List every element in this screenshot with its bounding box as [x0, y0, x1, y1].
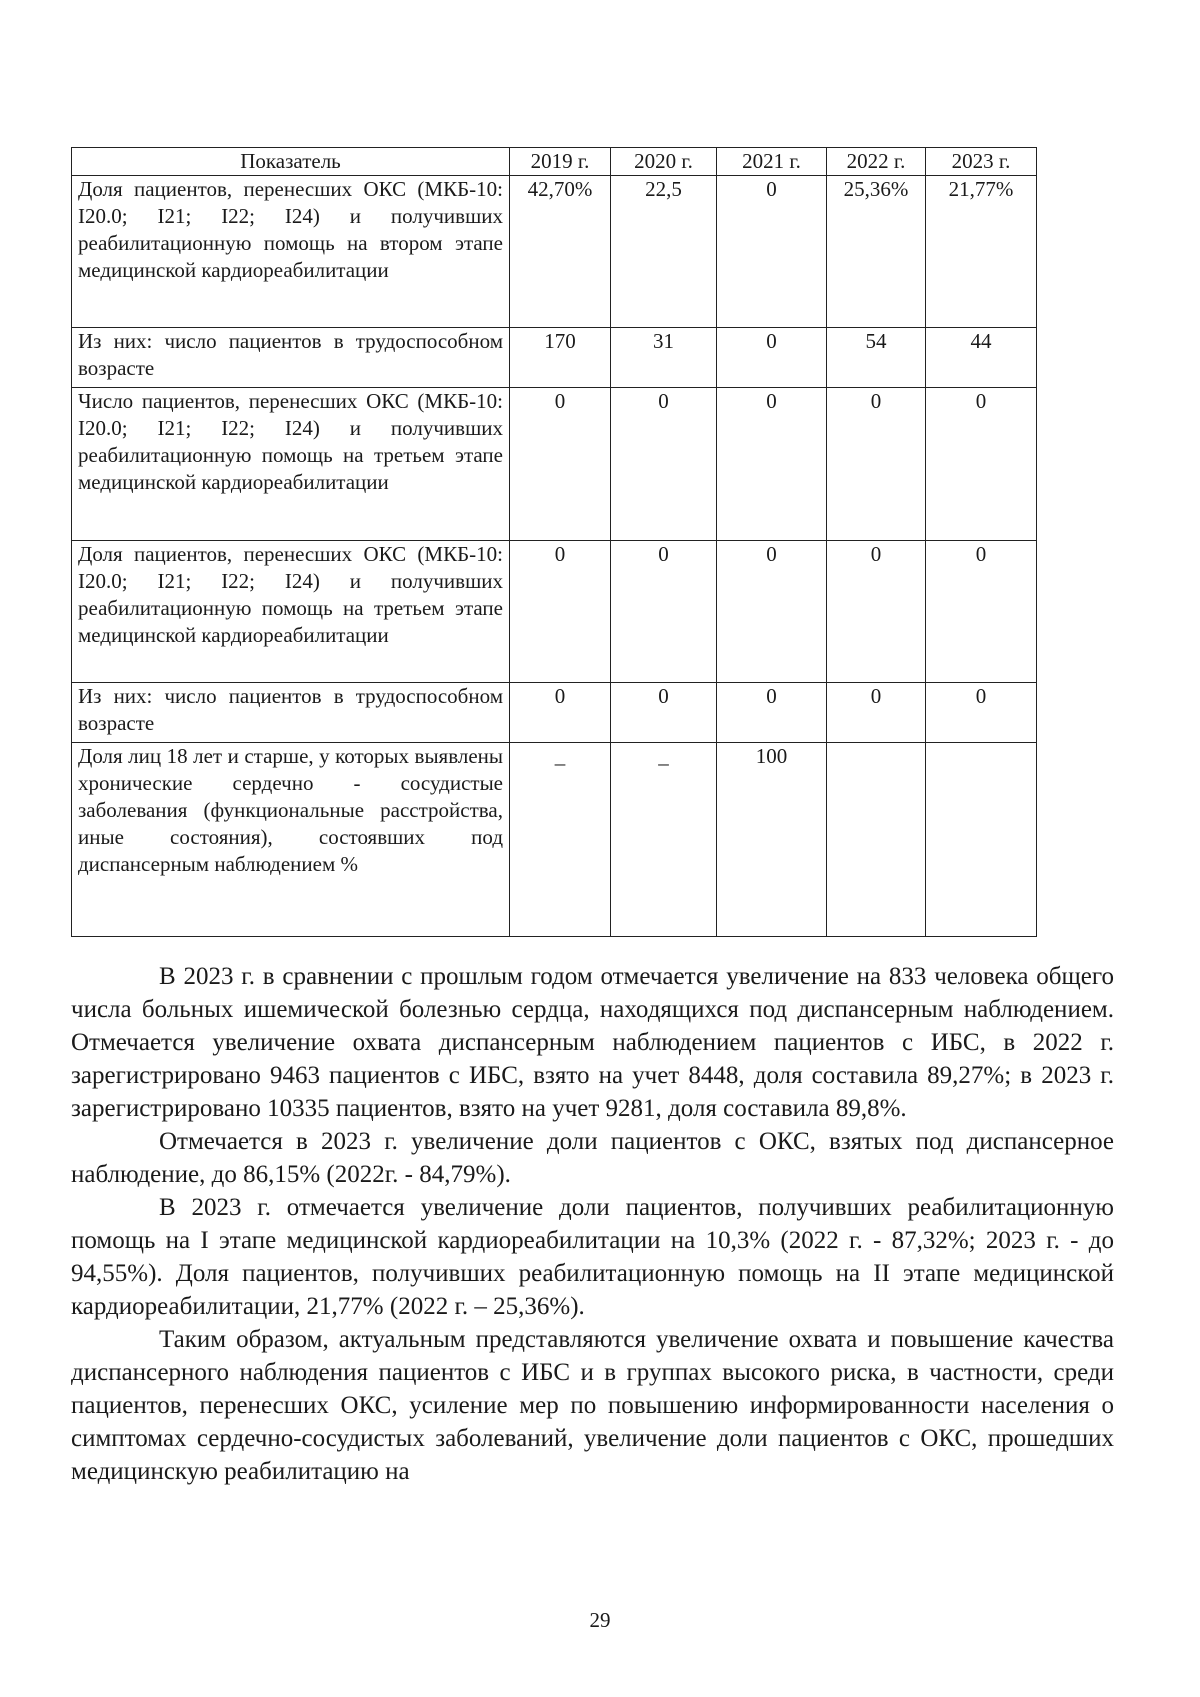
cell-value: 0	[510, 683, 611, 743]
body-text	[71, 960, 1114, 1488]
cell-value: 31	[611, 328, 717, 388]
row-label: Доля лиц 18 лет и старше, у которых выявлены хронические сердечно - сосудистые заболевания (функциональные расстройства, иные состояния), состоявших под диспансерным наблюдением %	[72, 743, 510, 937]
cell-value: 0	[827, 541, 926, 683]
table-row	[72, 388, 1037, 541]
header-year: 2020 г.	[611, 148, 717, 176]
paragraph: В 2023 г. отмечается увеличение доли пациентов, получивших реабилитационную помощь на I этапе медицинской кардиореабилитации на 10,3% (2022 г. - 87,32%; 2023 г. - до 94,55%). Доля пациентов, получивших реабилитационную помощь на II этапе медицинской кардиореабилитации, 21,77% (2022 г. – 25,36%).	[71, 1194, 1114, 1320]
cell-value: 100	[717, 743, 827, 937]
cell-value: 0	[510, 541, 611, 683]
header-year: 2022 г.	[827, 148, 926, 176]
cell-value: 0	[827, 683, 926, 743]
cell-value: 0	[717, 328, 827, 388]
cell-value: 22,5	[611, 176, 717, 328]
cell-value: 42,70%	[510, 176, 611, 328]
paragraph: В 2023 г. в сравнении с прошлым годом отмечается увеличение на 833 человека общего числа больных ишемической болезнью сердца, находящихся под диспансерным наблюдением. Отмечается увеличение охвата диспансерным наблюдением пациентов с ИБС, в 2022 г. зарегистрировано 9463 пациентов с ИБС, взято на учет 8448, доля составила 89,27%; в 2023 г. зарегистрировано 10335 пациентов, взято на учет 9281, доля составила 89,8%.	[71, 963, 1114, 1122]
cell-value: 21,77%	[926, 176, 1037, 328]
cell-value: 0	[611, 541, 717, 683]
table-row	[72, 541, 1037, 683]
cell-value: 0	[926, 683, 1037, 743]
row-label: Из них: число пациентов в трудоспособном возрасте	[72, 683, 510, 743]
header-indicator: Показатель	[72, 148, 510, 176]
table-row	[72, 683, 1037, 743]
cell-value: _	[611, 743, 717, 937]
row-label: Из них: число пациентов в трудоспособном возрасте	[72, 328, 510, 388]
cell-value: 0	[717, 176, 827, 328]
cell-value: 0	[717, 683, 827, 743]
cell-value: 25,36%	[827, 176, 926, 328]
statistics-table	[71, 147, 1037, 937]
header-year: 2023 г.	[926, 148, 1037, 176]
cell-value: 0	[717, 388, 827, 541]
cell-value: 0	[926, 541, 1037, 683]
cell-value: 0	[926, 388, 1037, 541]
table-row	[72, 176, 1037, 328]
table-header-row	[72, 148, 1037, 176]
cell-value: 0	[611, 388, 717, 541]
cell-value: _	[510, 743, 611, 937]
cell-value: 44	[926, 328, 1037, 388]
cell-value	[827, 743, 926, 937]
cell-value: 170	[510, 328, 611, 388]
row-label: Доля пациентов, перенесших ОКС (МКБ-10: I20.0; I21; I22; I24) и получивших реабилитационную помощь на втором этапе медицинской кардиореабилитации	[72, 176, 510, 328]
page-number: 29	[589, 1608, 611, 1632]
row-label: Число пациентов, перенесших ОКС (МКБ-10: I20.0; I21; I22; I24) и получивших реабилитационную помощь на третьем этапе медицинской кардиореабилитации	[72, 388, 510, 541]
cell-value: 0	[717, 541, 827, 683]
cell-value: 0	[827, 388, 926, 541]
table-row	[72, 743, 1037, 937]
cell-value: 54	[827, 328, 926, 388]
row-label: Доля пациентов, перенесших ОКС (МКБ-10: I20.0; I21; I22; I24) и получивших реабилитационную помощь на третьем этапе медицинской кардиореабилитации	[72, 541, 510, 683]
header-year: 2019 г.	[510, 148, 611, 176]
table-row	[72, 328, 1037, 388]
header-year: 2021 г.	[717, 148, 827, 176]
cell-value: 0	[510, 388, 611, 541]
cell-value: 0	[611, 683, 717, 743]
cell-value	[926, 743, 1037, 937]
paragraph: Отмечается в 2023 г. увеличение доли пациентов с ОКС, взятых под диспансерное наблюдение, до 86,15% (2022г. - 84,79%).	[71, 1128, 1114, 1188]
paragraph: Таким образом, актуальным представляются увеличение охвата и повышение качества диспансерного наблюдения пациентов с ИБС и в группах высокого риска, в частности, среди пациентов, перенесших ОКС, усиление мер по повышению информированности населения о симптомах сердечно-сосудистых заболеваний, увеличение доли пациентов с ОКС, прошедших медицинскую реабилитацию на	[71, 1326, 1114, 1485]
